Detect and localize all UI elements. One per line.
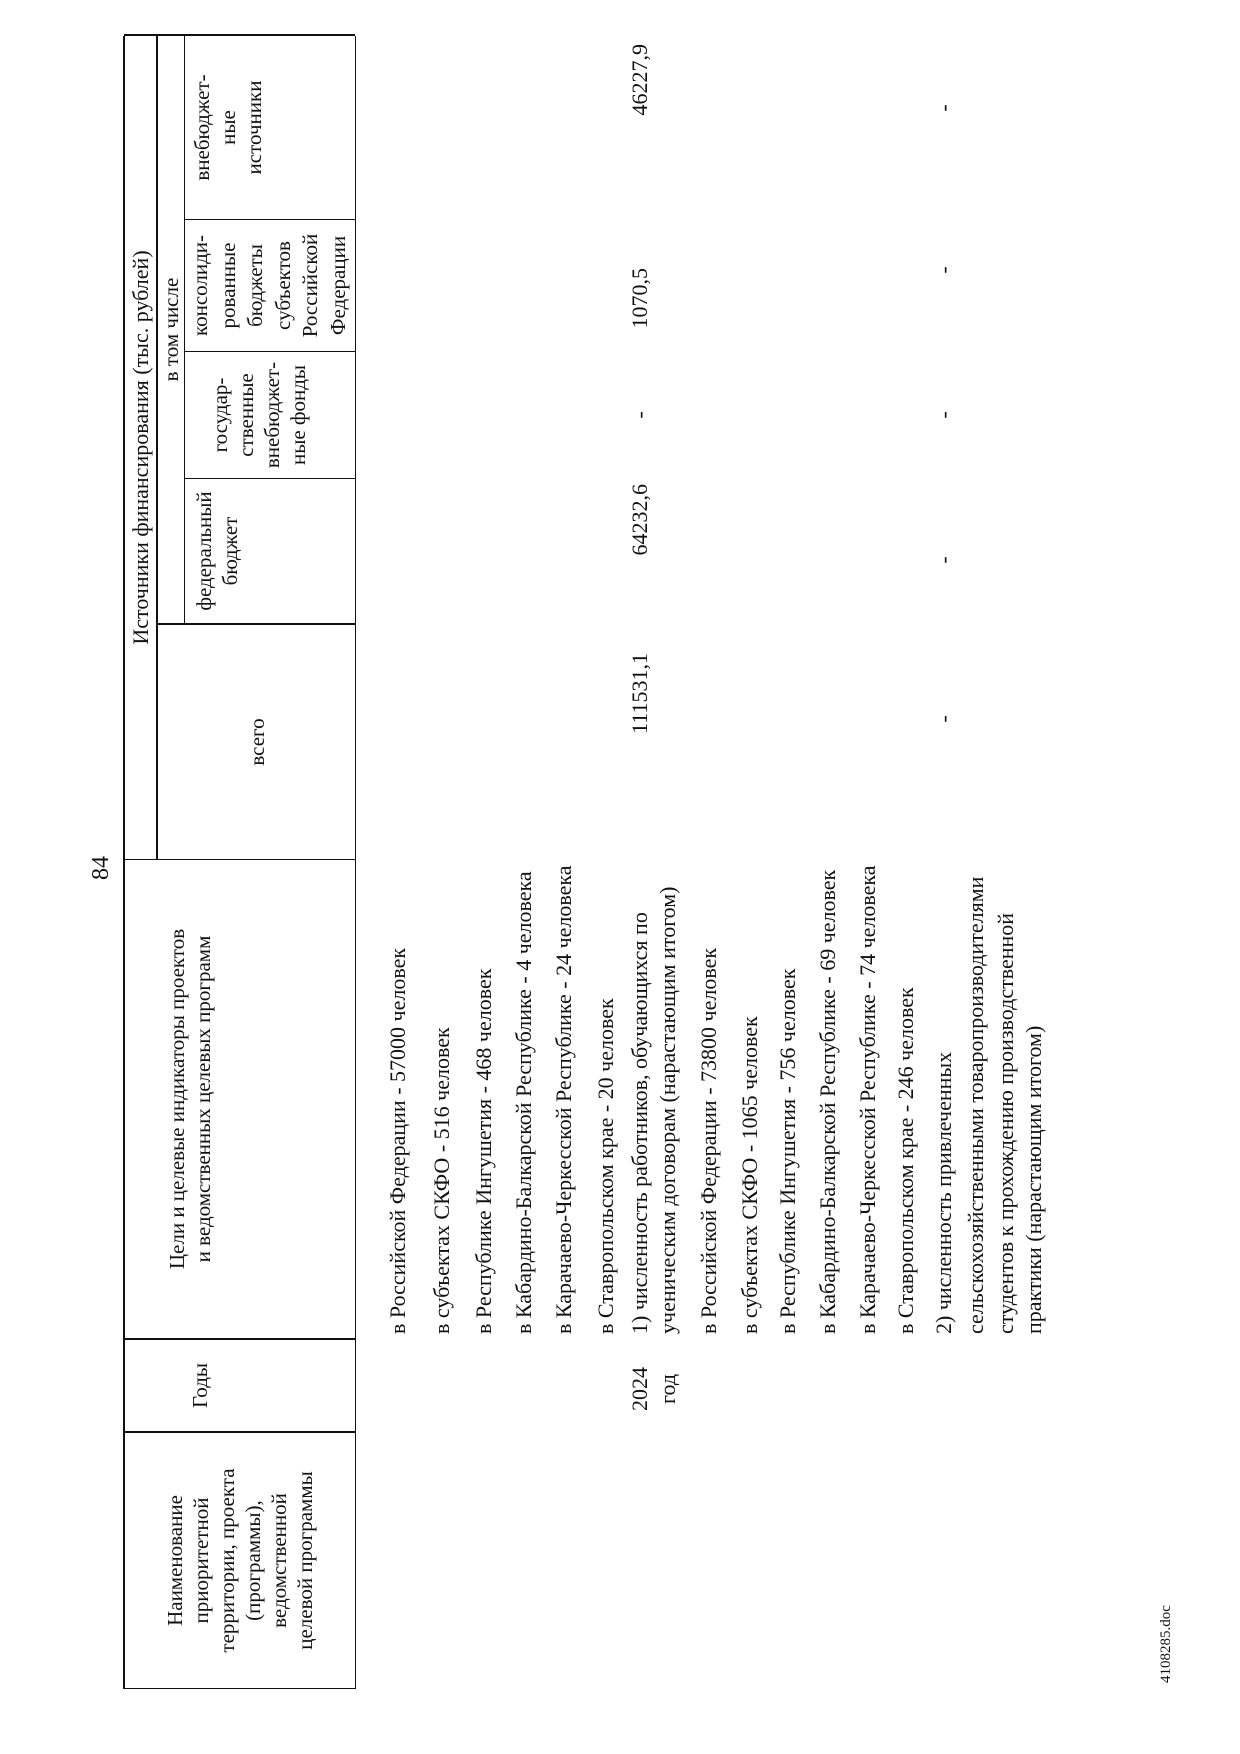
indicator-title: 2) численность привлеченных [931, 1051, 956, 1334]
indicator-line: в субъектах СКФО - 1065 человек [737, 1016, 762, 1334]
indicator-line: в Ставропольском крае - 246 человек [893, 987, 918, 1334]
indicator-line: в Кабардино-Балкарской Республике - 69 человек [815, 869, 840, 1334]
indicator-title: практики (нарастающим итогом) [1021, 1025, 1046, 1334]
extra-value: - [931, 104, 956, 112]
page-number: 84 [88, 856, 114, 880]
header-line: внебюджет- [190, 74, 214, 181]
header-including [158, 36, 184, 623]
header-name-column [125, 1433, 355, 1688]
header-federal-column [185, 479, 301, 623]
header-line: консолиди- [188, 234, 212, 337]
header-line: государ- [208, 377, 232, 453]
extra-value: 46227,9 [627, 44, 652, 116]
header-line: бюджет [218, 516, 242, 586]
header-line: источники [242, 80, 266, 175]
header-line: целевой программы [293, 1471, 317, 1650]
indicator-line: в Российской Федерации - 73800 человек [696, 947, 721, 1334]
header-regional-column [185, 220, 355, 351]
indicator-line: в Карачаево-Черкесской Республике - 74 человека [855, 865, 880, 1334]
indicator-line: в Республике Ингушетия - 756 человек [775, 968, 800, 1334]
header-line: Российской [298, 233, 322, 338]
header-line: ведомственной [267, 1493, 291, 1628]
header-line: рованные [215, 242, 240, 329]
header-line: федеральный [192, 491, 216, 611]
indicator-line: в Кабардино-Балкарской Республике - 4 человека [511, 871, 536, 1334]
indicator-line: в Российской Федерации - 57000 человек [385, 947, 410, 1334]
header-extra-column [185, 36, 309, 219]
indicator-title: 1) численность работников, обучающихся по [627, 912, 652, 1334]
header-line: Годы [188, 1363, 212, 1408]
indicator-title: сельскохозяйственными товаропроизводителями [963, 876, 988, 1334]
header-state-funds-column [185, 352, 355, 478]
indicator-title: студентов к прохождению производственной [993, 912, 1018, 1334]
regional-value: 1070,5 [627, 268, 652, 329]
total-value: - [931, 715, 956, 723]
footer-filename: 4108285.doc [1158, 1605, 1174, 1683]
state-funds-value: - [931, 411, 956, 419]
header-line: ные фонды [286, 364, 310, 466]
header-line: внебюджет- [260, 361, 284, 469]
indicator-line: в Карачаево-Черкесской Республике - 24 человека [551, 865, 576, 1334]
indicator-line: в Ставропольском крае - 20 человек [593, 998, 618, 1334]
indicator-line: в субъектах СКФО - 516 человек [429, 1027, 454, 1334]
year-value: 2024 [627, 1367, 652, 1411]
header-line: (программы), [241, 1500, 265, 1621]
header-line: субъектов [270, 241, 295, 330]
indicator-title: ученическим договорам (нарастающим итогом) [655, 886, 680, 1334]
header-line: территории, проекта [215, 1468, 239, 1653]
federal-value: 64232,6 [627, 484, 652, 556]
regional-value: - [931, 266, 956, 274]
header-years-column [125, 1340, 275, 1431]
header-line: ственные [234, 373, 258, 457]
header-line: в том числе [159, 277, 183, 382]
header-line: Источники финансирования (тыс. рублей) [127, 250, 153, 645]
header-line: бюджеты [243, 244, 267, 327]
federal-value: - [931, 556, 956, 564]
header-line: Цели и целевые индикаторы проектов [165, 928, 189, 1270]
header-line: и ведомственных целевых программ [191, 935, 215, 1263]
divider [124, 1688, 355, 1689]
state-funds-value: - [627, 411, 652, 419]
header-line: ные [216, 110, 240, 145]
year-value: год [655, 1373, 680, 1404]
header-line: всего [244, 718, 269, 766]
header-total-column [158, 625, 355, 859]
header-line: Наименование [163, 1495, 187, 1626]
header-bottom-border [355, 36, 356, 1689]
header-funding-title [125, 36, 156, 859]
header-goals-column [125, 860, 255, 1338]
total-value: 111531,1 [627, 653, 652, 734]
indicator-line: в Республике Ингушетия - 468 человек [471, 968, 496, 1334]
header-line: приоритетной [189, 1497, 213, 1624]
header-line: Федерации [325, 235, 350, 336]
